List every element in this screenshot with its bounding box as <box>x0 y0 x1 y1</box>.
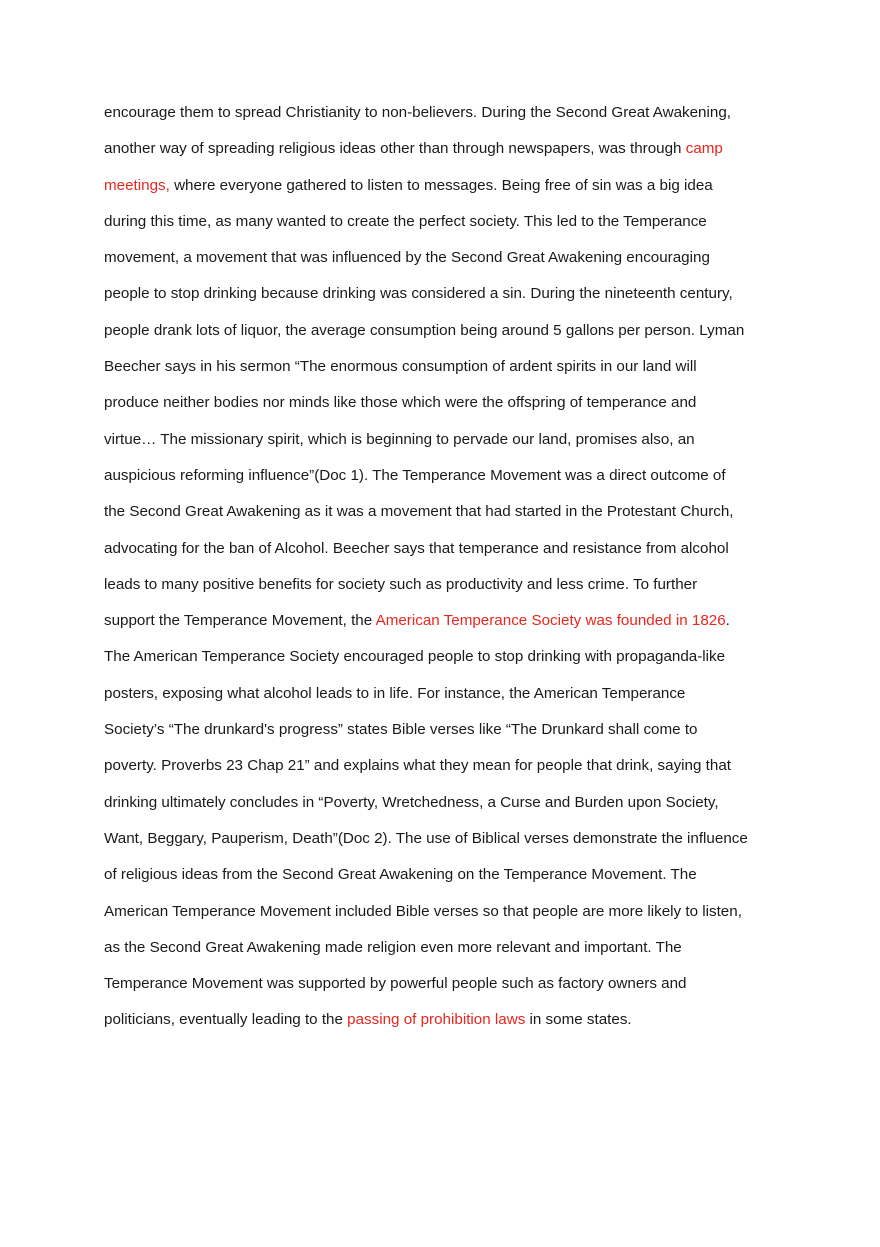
text-run: auspicious reforming influence”(Doc 1). The Temperance Movement was a direct outcome of <box>104 466 726 484</box>
text-line <box>104 313 784 349</box>
text-line <box>104 676 784 712</box>
text-run: virtue… The missionary spirit, which is beginning to pervade our land, promises also, an <box>104 430 695 448</box>
highlighted-phrase: American Temperance Society was founded in 1826 <box>375 612 726 630</box>
text-line <box>104 894 784 930</box>
text-run: Beecher says in his sermon “The enormous consumption of ardent spirits in our land will <box>104 358 697 376</box>
text-line <box>104 639 784 675</box>
text-run: The American Temperance Society encouraged people to stop drinking with propaganda-like <box>104 648 726 666</box>
text-run: American Temperance Movement included Bible verses so that people are more likely to listen, <box>104 902 742 920</box>
text-line <box>104 349 784 385</box>
text-run: people to stop drinking because drinking was considered a sin. During the nineteenth century, <box>104 285 733 303</box>
text-line <box>104 567 784 603</box>
text-run: advocating for the ban of Alcohol. Beecher says that temperance and resistance from alcohol <box>104 539 729 557</box>
text-run: of religious ideas from the Second Great Awakening on the Temperance Movement. The <box>104 866 697 884</box>
text-line <box>104 1002 784 1038</box>
text-run: Society’s “The drunkard's progress” states Bible verses like “The Drunkard shall come to <box>104 721 698 739</box>
text-line <box>104 458 784 494</box>
text-run: drinking ultimately concludes in “Poverty, Wretchedness, a Curse and Burden upon Society, <box>104 793 719 811</box>
text-line <box>104 531 784 567</box>
text-line <box>104 712 784 748</box>
text-line <box>104 131 784 167</box>
text-line <box>104 857 784 893</box>
text-run: encourage them to spread Christianity to non-believers. During the Second Great Awakening, <box>104 104 731 121</box>
highlighted-phrase: passing of prohibition laws <box>347 1011 526 1029</box>
text-line <box>104 748 784 784</box>
text-run: Temperance Movement was supported by powerful people such as factory owners and <box>104 975 687 993</box>
text-run: people drank lots of liquor, the average consumption being around 5 gallons per person. Lyman <box>104 321 745 339</box>
text-run: poverty. Proverbs 23 Chap 21” and explains what they mean for people that drink, saying that <box>104 757 731 775</box>
text-line <box>104 276 784 312</box>
text-line <box>104 821 784 857</box>
highlighted-phrase: meetings, <box>104 176 170 194</box>
text-line <box>104 966 784 1002</box>
text-line <box>104 494 784 530</box>
text-run: . <box>725 612 730 630</box>
text-line <box>104 204 784 240</box>
text-line <box>104 930 784 966</box>
text-line <box>104 385 784 421</box>
text-run: where everyone gathered to listen to messages. Being free of sin was a big idea <box>169 176 713 194</box>
text-run: during this time, as many wanted to create the perfect society. This led to the Temperance <box>104 212 707 230</box>
text-run: another way of spreading religious ideas other than through newspapers, was through <box>104 140 686 158</box>
text-run: politicians, eventually leading to the <box>104 1011 348 1029</box>
text-run: movement, a movement that was influenced by the Second Great Awakening encouraging <box>104 249 710 267</box>
text-run: in some states. <box>525 1011 632 1029</box>
essay-body-text <box>104 95 784 1039</box>
text-run: support the Temperance Movement, the <box>104 612 376 630</box>
text-line <box>104 785 784 821</box>
text-run: produce neither bodies nor minds like those which were the offspring of temperance and <box>104 394 697 412</box>
text-run: Want, Beggary, Pauperism, Death”(Doc 2). The use of Biblical verses demonstrate the influence <box>104 829 748 847</box>
text-run: posters, exposing what alcohol leads to in life. For instance, the American Temperance <box>104 684 686 702</box>
text-run: as the Second Great Awakening made religion even more relevant and important. The <box>104 938 682 956</box>
text-run: the Second Great Awakening as it was a movement that had started in the Protestant Church, <box>104 503 734 521</box>
text-line <box>104 168 784 204</box>
text-line <box>104 603 784 639</box>
highlighted-phrase: camp <box>685 140 723 158</box>
text-line <box>104 95 784 131</box>
text-line <box>104 240 784 276</box>
text-line <box>104 422 784 458</box>
text-run: leads to many positive benefits for society such as productivity and less crime. To further <box>104 575 698 593</box>
